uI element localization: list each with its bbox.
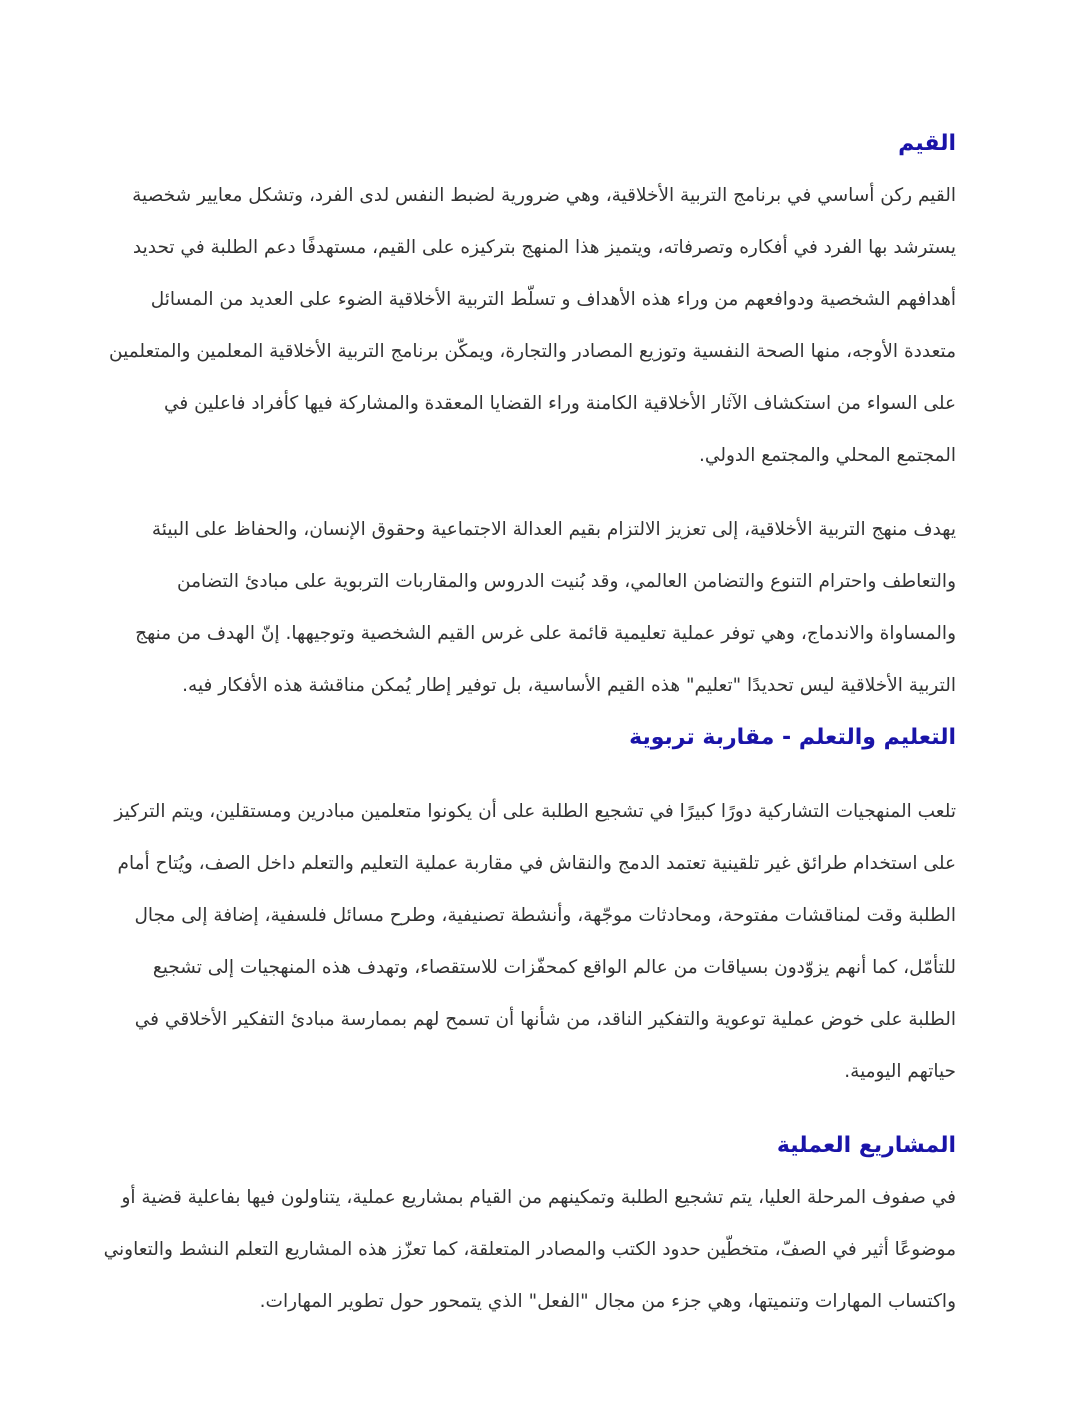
paragraph-practical-projects: في صفوف المرحلة العليا، يتم تشجيع الطلبة وتمكينهم من القيام بمشاريع عملية، يتناولون فيها بفاعلية قضية أو موضوعًا أثير في الصفّ، متخطّين حدود الكتب والمصادر المتعلقة، كما تعزّز هذه المشاريع التعلم النشط والتعاوني واكتساب المهارات وتنميتها، وهي جزء من مجال "الفعل" الذي يتمحور حول تطوير المهارات. xyxy=(103,1187,956,1312)
paragraph-spacer xyxy=(100,764,956,786)
paragraph-values-goals: يهدف منهج التربية الأخلاقية، إلى تعزيز الالتزام بقيم العدالة الاجتماعية وحقوق الإنسان، والحفاظ على البيئة والتعاطف واحترام التنوع والتضامن العالمي، وقد بُنيت الدروس والمقاربات التربوية على مبادئ التضامن والمساواة والاندماج، وهي توفر عملية تعليمية قائمة على غرس القيم الشخصية وتوجيهها. إنّ الهدف من منهج التربية الأخلاقية ليس تحديدًا "تعليم" هذه القيم الأساسية، بل توفير إطار يُمكن مناقشة هذه الأفكار فيه. xyxy=(135,519,956,696)
heading-practical-projects: المشاريع العملية xyxy=(776,1133,956,1158)
heading-values: القيم xyxy=(898,131,956,156)
paragraph-values-intro: القيم ركن أساسي في برنامج التربية الأخلاقية، وهي ضرورية لضبط النفس لدى الفرد، وتشكل معايير شخصية يسترشد بها الفرد في أفكاره وتصرفاته، ويتميز هذا المنهج بتركيزه على القيم، مستهدفًا دعم الطلبة في تحديد أهدافهم الشخصية ودوافعهم من وراء هذه الأهداف و تسلّط التربية الأخلاقية الضوء على العديد من المسائل متعددة الأوجه، منها الصحة النفسية وتوزيع المصادر والتجارة، ويمكّن برنامج التربية الأخلاقية المعلمين والمتعلمين على السواء من استكشاف الآثار الأخلاقية الكامنة وراء القضايا المعقدة والمشاركة فيها كأفراد فاعلين في المجتمع المحلي والمجتمع الدولي. xyxy=(109,185,956,466)
document-page xyxy=(100,118,956,1328)
paragraph-spacer xyxy=(100,482,956,504)
heading-teaching-learning: التعليم والتعلم - مقاربة تربوية xyxy=(629,725,956,750)
paragraph-teaching-learning: تلعب المنهجيات التشاركية دورًا كبيرًا في تشجيع الطلبة على أن يكونوا متعلمين مبادرين ومستقلين، ويتم التركيز على استخدام طرائق غير تلقينية تعتمد الدمج والنقاش في مقاربة عملية التعليم والتعلم داخل الصف، ويُتاح أمام الطلبة وقت لمناقشات مفتوحة، ومحادثات موجّهة، وأنشطة تصنيفية، وطرح مسائل فلسفية، إضافة إلى مجال للتأمّل، كما أنهم يزوّدون بسياقات من عالم الواقع كمحفّزات للاستقصاء، وتهدف هذه المنهجيات إلى تشجيع الطلبة على خوض عملية توعوية والتفكير الناقد، من شأنها أن تسمح لهم بممارسة مبادئ التفكير الأخلاقي في حياتهم اليومية. xyxy=(114,801,956,1082)
paragraph-spacer xyxy=(100,1098,956,1120)
